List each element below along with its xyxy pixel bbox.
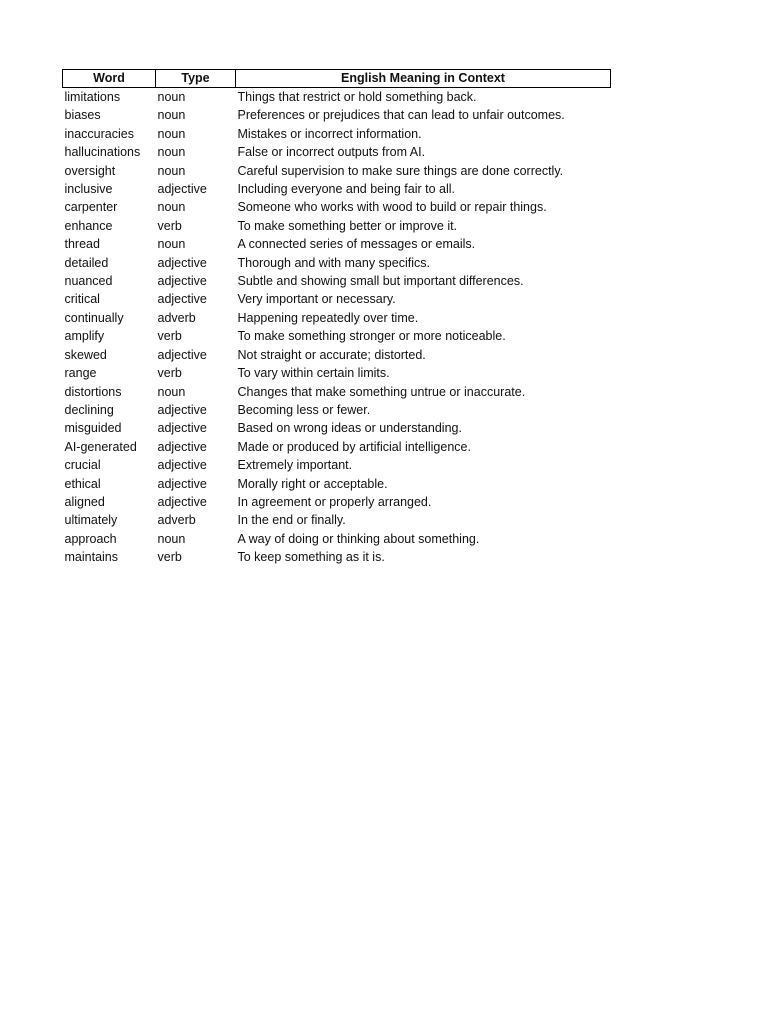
meaning-cell: In the end or finally. xyxy=(237,513,346,528)
table-row xyxy=(63,254,611,272)
table-row xyxy=(63,217,611,235)
table-row xyxy=(63,143,611,161)
type-cell: noun xyxy=(157,90,186,104)
meaning-cell: Careful supervision to make sure things are done correctly. xyxy=(237,163,564,178)
word-cell: hallucinations xyxy=(64,145,141,160)
type-cell: adjective xyxy=(157,476,207,491)
word-cell: crucial xyxy=(64,458,101,473)
meaning-cell: Changes that make something untrue or inaccurate. xyxy=(237,384,526,399)
word-cell: approach xyxy=(64,531,117,546)
type-cell: noun xyxy=(157,531,186,546)
table-row xyxy=(63,419,611,437)
type-cell: verb xyxy=(157,366,182,381)
type-cell: adjective xyxy=(157,292,207,307)
word-cell: ethical xyxy=(64,476,101,491)
type-cell: noun xyxy=(157,384,186,399)
type-cell: adjective xyxy=(157,402,207,417)
word-cell: enhance xyxy=(64,218,113,233)
type-cell: noun xyxy=(157,126,186,141)
word-cell: detailed xyxy=(64,255,109,270)
type-cell: adjective xyxy=(157,255,207,270)
header-row xyxy=(63,70,611,88)
table-row xyxy=(63,235,611,253)
meaning-cell: Including everyone and being fair to all. xyxy=(237,182,456,197)
type-cell: verb xyxy=(157,329,182,344)
word-cell: range xyxy=(64,366,97,381)
table-row xyxy=(63,327,611,345)
word-cell: amplify xyxy=(64,329,105,344)
word-cell: inaccuracies xyxy=(64,126,134,141)
meaning-cell: False or incorrect outputs from AI. xyxy=(237,145,426,160)
meaning-cell: Subtle and showing small but important differences. xyxy=(237,274,524,289)
table-row xyxy=(63,401,611,419)
vocabulary-table xyxy=(62,69,611,567)
type-cell: verb xyxy=(157,218,182,233)
word-cell: biases xyxy=(64,108,101,123)
meaning-cell: Extremely important. xyxy=(237,458,353,473)
type-cell: adjective xyxy=(157,494,207,509)
meaning-cell: To make something better or improve it. xyxy=(237,218,458,233)
word-cell: critical xyxy=(64,292,100,307)
table-row xyxy=(63,106,611,124)
type-cell: adverb xyxy=(157,310,196,325)
word-cell: ultimately xyxy=(64,513,118,528)
word-cell: inclusive xyxy=(64,182,113,197)
meaning-cell: Made or produced by artificial intelligence. xyxy=(237,439,471,454)
meaning-cell: Preferences or prejudices that can lead to unfair outcomes. xyxy=(237,108,565,123)
table-row xyxy=(63,493,611,511)
type-cell: adjective xyxy=(157,421,207,436)
table-body xyxy=(63,88,611,567)
table-row xyxy=(63,383,611,401)
word-cell: misguided xyxy=(64,421,122,436)
table-row xyxy=(63,180,611,198)
meaning-cell: Based on wrong ideas or understanding. xyxy=(237,421,462,436)
table-row xyxy=(63,438,611,456)
word-cell: skewed xyxy=(64,347,107,362)
word-cell: oversight xyxy=(64,163,116,178)
word-cell: nuanced xyxy=(64,274,113,289)
meaning-cell: Morally right or acceptable. xyxy=(237,476,388,491)
meaning-cell: To vary within certain limits. xyxy=(237,366,390,381)
meaning-cell: In agreement or properly arranged. xyxy=(237,494,432,509)
table-row xyxy=(63,162,611,180)
meaning-cell: Very important or necessary. xyxy=(237,292,396,307)
word-cell: carpenter xyxy=(64,200,118,215)
word-cell: continually xyxy=(64,310,124,325)
word-cell: thread xyxy=(64,237,100,252)
meaning-cell: Someone who works with wood to build or repair things. xyxy=(237,200,547,215)
header-meaning: English Meaning in Context xyxy=(236,70,611,88)
type-cell: verb xyxy=(157,550,182,565)
table-row xyxy=(63,511,611,529)
table-row xyxy=(63,125,611,143)
table-row xyxy=(63,475,611,493)
word-cell: maintains xyxy=(64,550,118,565)
meaning-cell: Happening repeatedly over time. xyxy=(237,310,419,325)
word-cell: distortions xyxy=(64,384,122,399)
type-cell: noun xyxy=(157,237,186,252)
type-cell: adjective xyxy=(157,347,207,362)
type-cell: noun xyxy=(157,108,186,123)
table-row xyxy=(63,530,611,548)
table-row xyxy=(63,548,611,566)
meaning-cell: To make something stronger or more noticeable. xyxy=(237,329,506,344)
meaning-cell: Mistakes or incorrect information. xyxy=(237,126,422,141)
type-cell: adjective xyxy=(157,439,207,454)
spreadsheet-page xyxy=(62,69,611,567)
type-cell: adjective xyxy=(157,458,207,473)
type-cell: noun xyxy=(157,163,186,178)
meaning-cell: A way of doing or thinking about something. xyxy=(237,531,480,546)
header-type: Type xyxy=(156,70,236,88)
word-cell: declining xyxy=(64,402,114,417)
table-row xyxy=(63,198,611,216)
table-row xyxy=(63,309,611,327)
table-row xyxy=(63,346,611,364)
meaning-cell: Things that restrict or hold something back. xyxy=(237,90,477,104)
table-row xyxy=(63,88,611,107)
word-cell: limitations xyxy=(64,90,121,104)
header-word: Word xyxy=(63,70,156,88)
type-cell: noun xyxy=(157,145,186,160)
type-cell: adverb xyxy=(157,513,196,528)
table-header xyxy=(63,70,611,88)
type-cell: adjective xyxy=(157,182,207,197)
table-row xyxy=(63,290,611,308)
meaning-cell: Thorough and with many specifics. xyxy=(237,255,430,270)
meaning-cell: A connected series of messages or emails. xyxy=(237,237,476,252)
meaning-cell: Not straight or accurate; distorted. xyxy=(237,347,426,362)
meaning-cell: To keep something as it is. xyxy=(237,550,385,565)
table-row xyxy=(63,364,611,382)
table-row xyxy=(63,456,611,474)
type-cell: adjective xyxy=(157,274,207,289)
word-cell: aligned xyxy=(64,494,105,509)
meaning-cell: Becoming less or fewer. xyxy=(237,402,371,417)
type-cell: noun xyxy=(157,200,186,215)
word-cell: AI-generated xyxy=(64,439,137,454)
table-row xyxy=(63,272,611,290)
